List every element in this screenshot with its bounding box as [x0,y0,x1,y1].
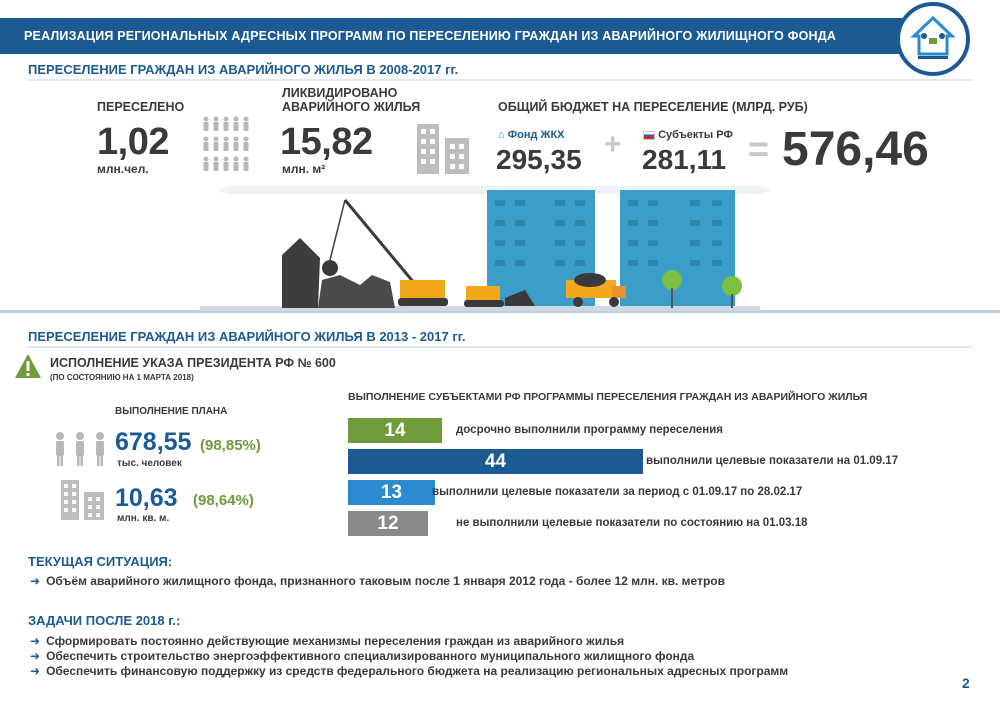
bar-chart [348,418,968,540]
bar-row [348,480,968,506]
resettled-unit: млн.чел. [97,162,149,176]
bar-label-3: не выполнили целевые показатели по состоянию на 01.03.18 [456,517,808,529]
task-item: ➜ Обеспечить строительство энергоэффективного специализированного муниципального жилищного фонда [30,649,695,663]
resettled-label: ПЕРЕСЕЛЕНО [97,100,185,114]
liquidated-unit: млн. м² [282,162,326,176]
buildings-small-icon [60,478,108,522]
bar-label-0: досрочно выполнили программу переселения [456,424,723,436]
bar-2: 13 [348,480,435,505]
section1-title: ПЕРЕСЕЛЕНИЕ ГРАЖДАН ИЗ АВАРИЙНОГО ЖИЛЬЯ В 2008-2017 гг. [28,62,459,77]
decree-note: (ПО СОСТОЯНИЮ НА 1 МАРТА 2018) [50,373,194,382]
warning-icon [14,353,42,379]
bar-label-1: выполнили целевые показатели на 01.09.17 [646,455,899,467]
area-value: 10,63 [115,484,178,512]
decree-title: ИСПОЛНЕНИЕ УКАЗА ПРЕЗИДЕНТА РФ № 600 [50,356,336,370]
equals-sign: = [748,128,770,169]
task-item: ➜ Сформировать постоянно действующие механизмы переселения граждан из аварийного жилья [30,634,625,648]
bar-0: 14 [348,418,442,443]
russia-flag-icon [643,131,655,140]
area-percent: (98,64%) [193,492,254,509]
section2-divider [28,346,972,348]
area-unit: млн. кв. м. [117,513,170,524]
subjects-label: Субъекты РФ [658,129,733,141]
liquidated-label-1: ЛИКВИДИРОВАНО [282,86,398,100]
header-title: РЕАЛИЗАЦИЯ РЕГИОНАЛЬНЫХ АДРЕСНЫХ ПРОГРАММ ПО ПЕРЕСЕЛЕНИЮ ГРАЖДАН ИЗ АВАРИЙНОГО ЖИЛИЩНОГО ФОНДА [24,29,837,43]
fund-value: 295,35 [496,144,582,175]
buildings-icon [415,122,475,177]
arrow-icon: ➜ [30,664,41,678]
page-number: 2 [962,675,970,691]
arrow-icon: ➜ [30,649,41,663]
bar-label-2: выполнили целевые показатели за период с 01.09.17 по 28.02.17 [432,486,803,498]
bar-row [348,449,968,475]
liquidated-value: 15,82 [280,121,373,163]
fund-label-row [498,129,565,141]
task-item: ➜ Обеспечить финансовую поддержку из средств федерального бюджета на реализацию региональных адресных программ [30,664,789,678]
liquidated-label-2: АВАРИЙНОГО ЖИЛЬЯ [282,100,421,114]
resettled-value: 1,02 [97,121,169,163]
house-family-logo-icon [900,6,966,72]
bar-1: 44 [348,449,643,474]
subjects-label-row [643,129,733,141]
arrow-icon: ➜ [30,634,41,648]
plus-sign: + [604,128,622,161]
people-icon [52,432,110,468]
current-item: ➜ Объём аварийного жилищного фонда, признанного таковым после 1 января 2012 года - более 12 млн. кв. метров [30,574,725,588]
budget-total: 576,46 [782,123,929,176]
fund-logo-icon: ⌂ [498,129,505,141]
subjects-value: 281,11 [642,144,727,175]
arrow-icon: ➜ [30,574,41,588]
chart-title: ВЫПОЛНЕНИЕ СУБЪЕКТАМИ РФ ПРОГРАММЫ ПЕРЕСЕЛЕНИЯ ГРАЖДАН ИЗ АВАРИЙНОГО ЖИЛЬЯ [348,391,868,403]
bar-3: 12 [348,511,428,536]
people-value: 678,55 [115,428,192,456]
people-unit: тыс. человек [117,458,182,469]
logo [896,2,970,76]
fund-label: Фонд ЖКХ [507,129,565,141]
plan-label: ВЫПОЛНЕНИЕ ПЛАНА [115,406,228,417]
section1-divider [28,79,972,81]
section2-title: ПЕРЕСЕЛЕНИЕ ГРАЖДАН ИЗ АВАРИЙНОГО ЖИЛЬЯ В 2013 - 2017 гг. [28,329,466,344]
bar-row [348,418,968,444]
construction-illustration [0,180,1000,320]
people-percent: (98,85%) [200,437,261,454]
current-title: ТЕКУЩАЯ СИТУАЦИЯ: [28,554,173,569]
bar-row [348,511,968,537]
tasks-title: ЗАДАЧИ ПОСЛЕ 2018 г.: [28,613,181,628]
people-grid-icon [200,116,256,176]
budget-label: ОБЩИЙ БЮДЖЕТ НА ПЕРЕСЕЛЕНИЕ (МЛРД. РУБ) [498,100,808,114]
